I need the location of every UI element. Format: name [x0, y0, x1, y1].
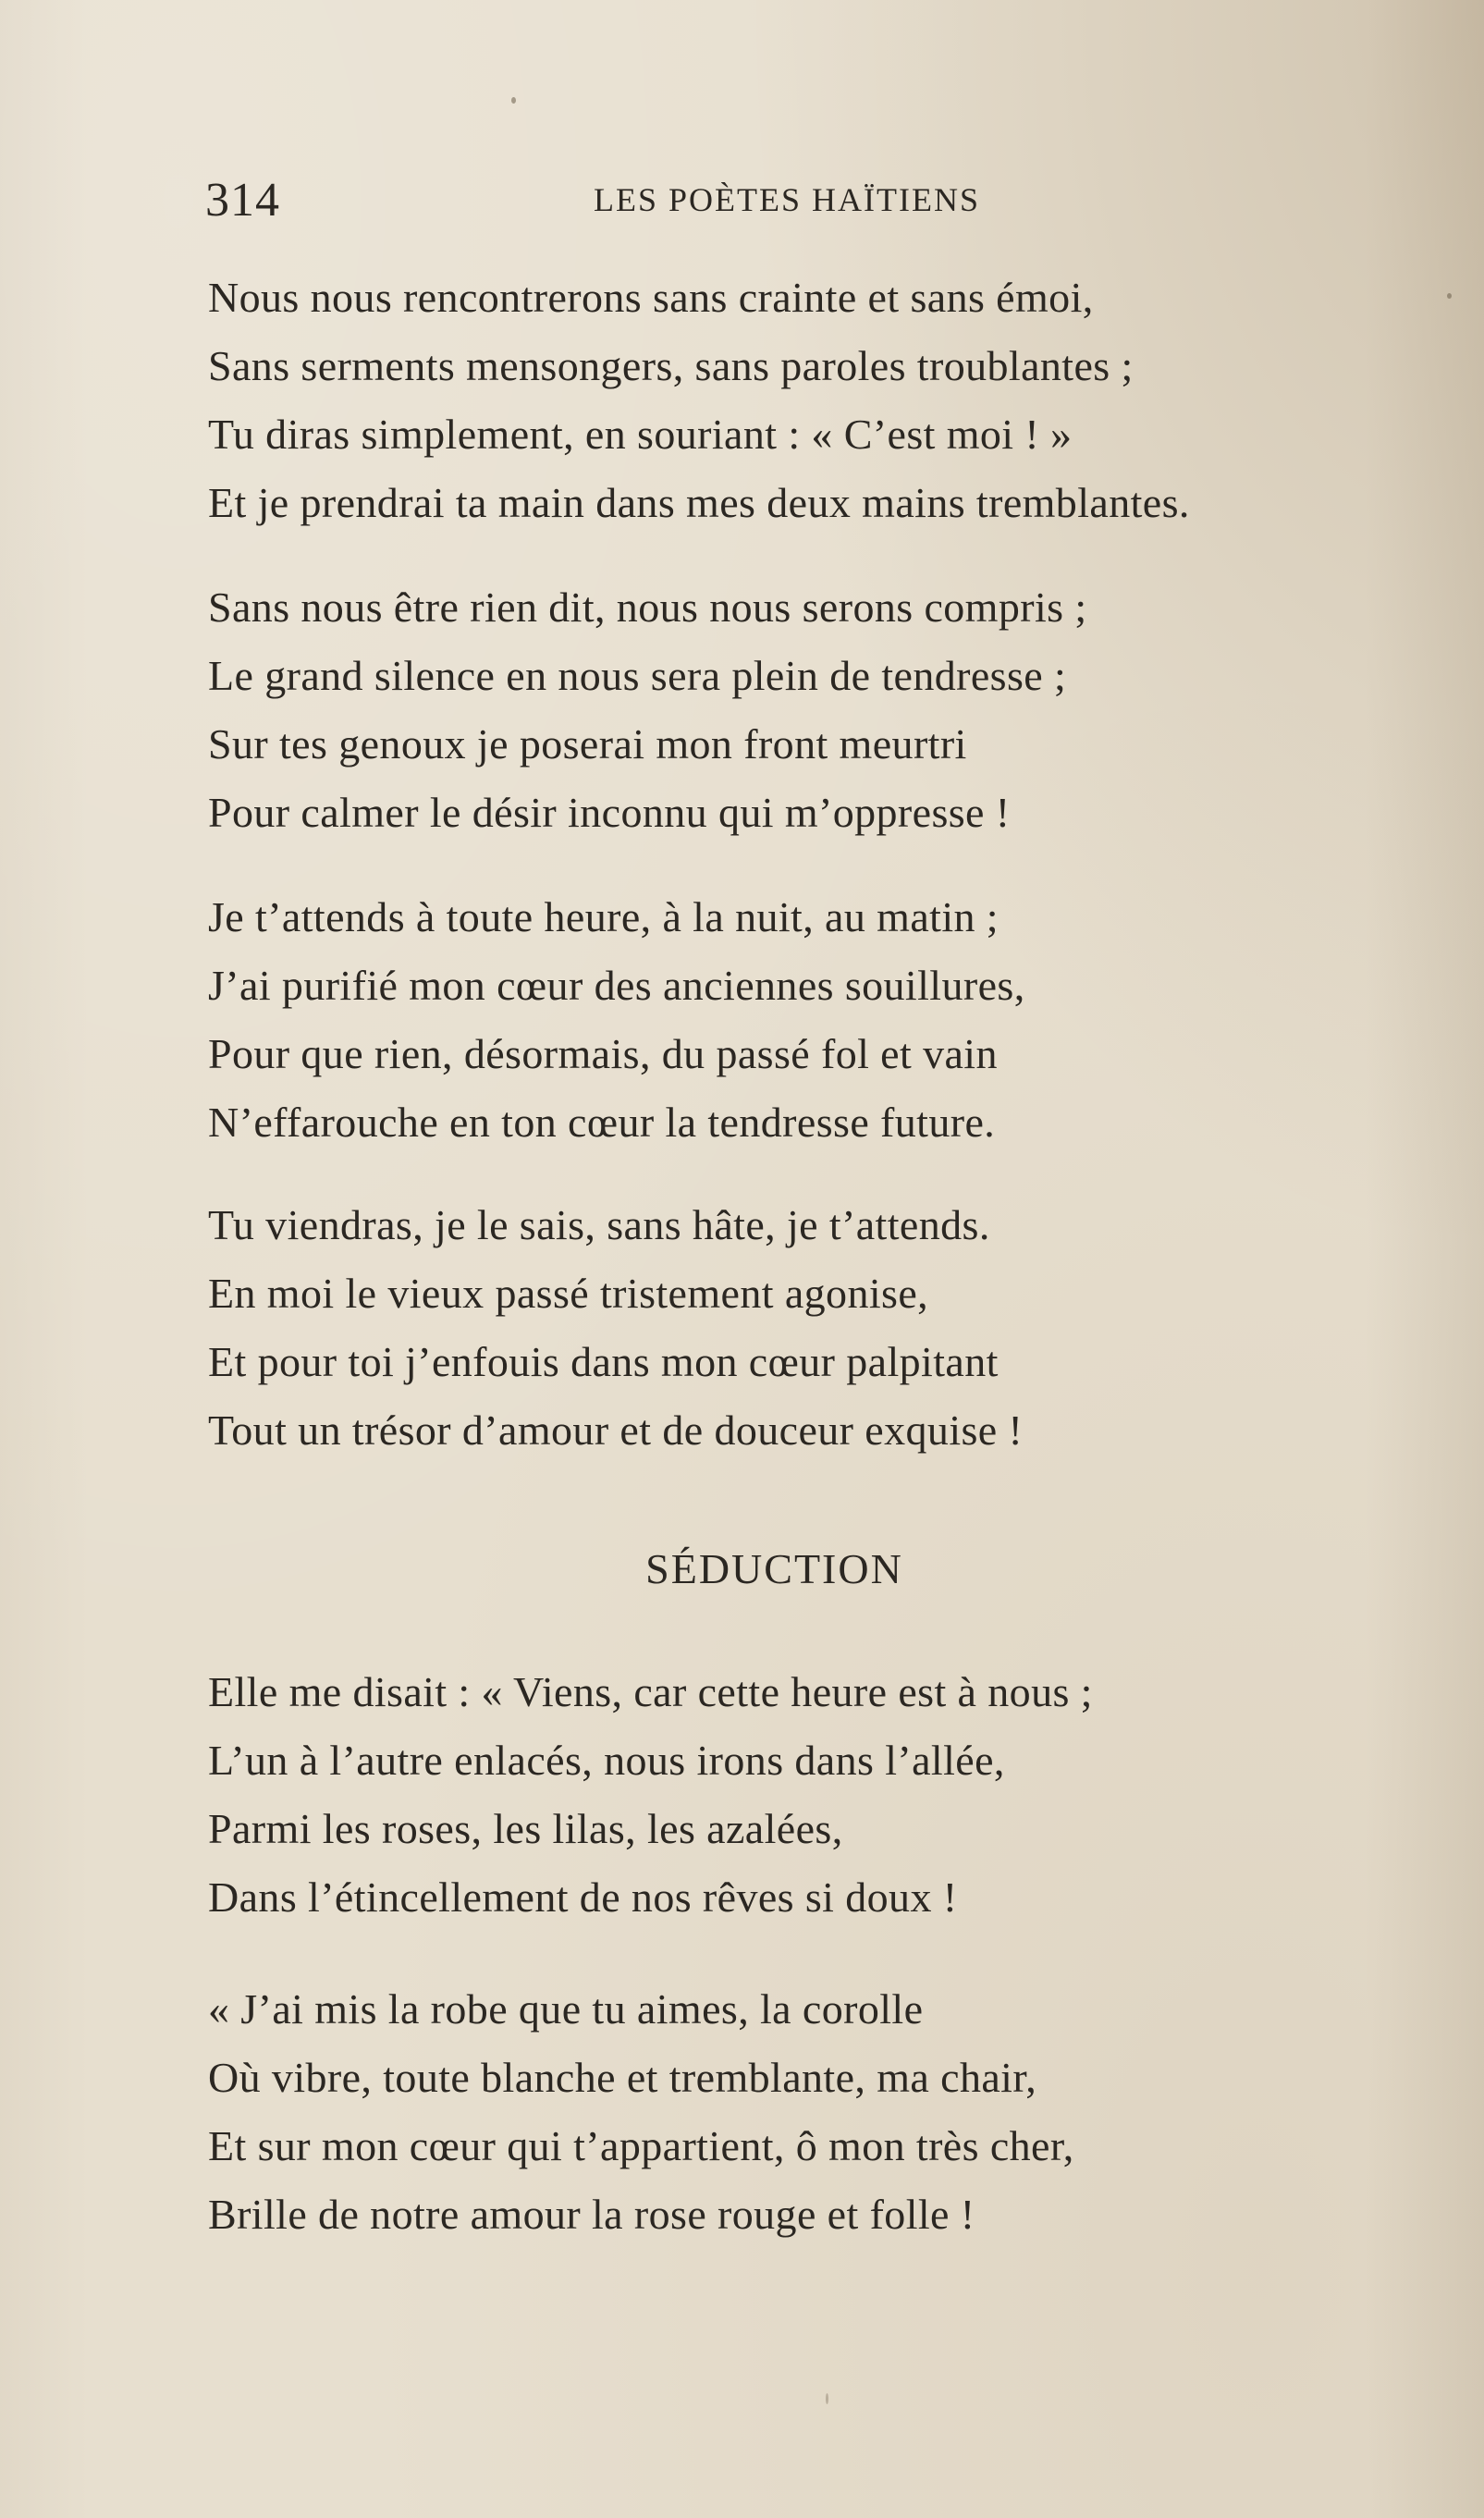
verse-line: Le grand silence en nous sera plein de tendresse ;	[208, 652, 1067, 699]
verse-line: Et je prendrai ta main dans mes deux mains tremblantes.	[208, 479, 1190, 526]
verse-line: Pour que rien, désormais, du passé fol et vain	[208, 1030, 998, 1077]
page-number: 314	[205, 174, 280, 227]
running-head	[205, 162, 1407, 236]
stanza-2	[208, 573, 1447, 847]
paper-speck	[511, 97, 516, 104]
stanza-5	[208, 1658, 1447, 1932]
verse-line: Elle me disait : « Viens, car cette heure est à nous ;	[208, 1668, 1093, 1715]
verse-line: Et sur mon cœur qui t’appartient, ô mon très cher,	[208, 2122, 1074, 2169]
verse-line: Tu diras simplement, en souriant : « C’est moi ! »	[208, 411, 1073, 458]
verse-line: Nous nous rencontrerons sans crainte et sans émoi,	[208, 274, 1094, 321]
verse-line: Où vibre, toute blanche et tremblante, ma chair,	[208, 2054, 1037, 2101]
verse-line: Et pour toi j’enfouis dans mon cœur palpitant	[208, 1338, 999, 1385]
poem-title: SÉDUCTION	[645, 1545, 903, 1592]
verse-line: Dans l’étincellement de nos rêves si doux !	[208, 1873, 958, 1921]
verse-line: Sur tes genoux je poserai mon front meurtri	[208, 720, 967, 768]
verse-line: Je t’attends à toute heure, à la nuit, au matin ;	[208, 893, 999, 940]
verse-line: En moi le vieux passé tristement agonise,	[208, 1270, 929, 1317]
verse-line: Parmi les roses, les lilas, les azalées,	[208, 1805, 843, 1852]
verse-line: Tout un trésor d’amour et de douceur exquise !	[208, 1406, 1024, 1454]
verse-line: Brille de notre amour la rose rouge et folle !	[208, 2191, 975, 2238]
stanza-3	[208, 883, 1447, 1157]
verse-line: « J’ai mis la robe que tu aimes, la corolle	[208, 1985, 924, 2033]
paper-speck	[826, 2393, 828, 2404]
verse-line: J’ai purifié mon cœur des anciennes souillures,	[208, 962, 1025, 1009]
stanza-6	[208, 1975, 1447, 2249]
verse-line: Sans nous être rien dit, nous nous serons compris ;	[208, 583, 1087, 631]
verse-line: N’effarouche en ton cœur la tendresse future.	[208, 1099, 996, 1146]
stanza-4	[208, 1191, 1447, 1465]
verse-line: Pour calmer le désir inconnu qui m’oppresse !	[208, 789, 1011, 836]
paper-speck	[1447, 293, 1452, 299]
verse-line: Tu viendras, je le sais, sans hâte, je t’attends.	[208, 1201, 990, 1248]
verse-line: L’un à l’autre enlacés, nous irons dans l’allée,	[208, 1737, 1005, 1784]
running-title: LES POÈTES HAÏTIENS	[594, 181, 980, 218]
stanza-1	[208, 264, 1447, 537]
verse-line: Sans serments mensongers, sans paroles troublantes ;	[208, 342, 1134, 389]
